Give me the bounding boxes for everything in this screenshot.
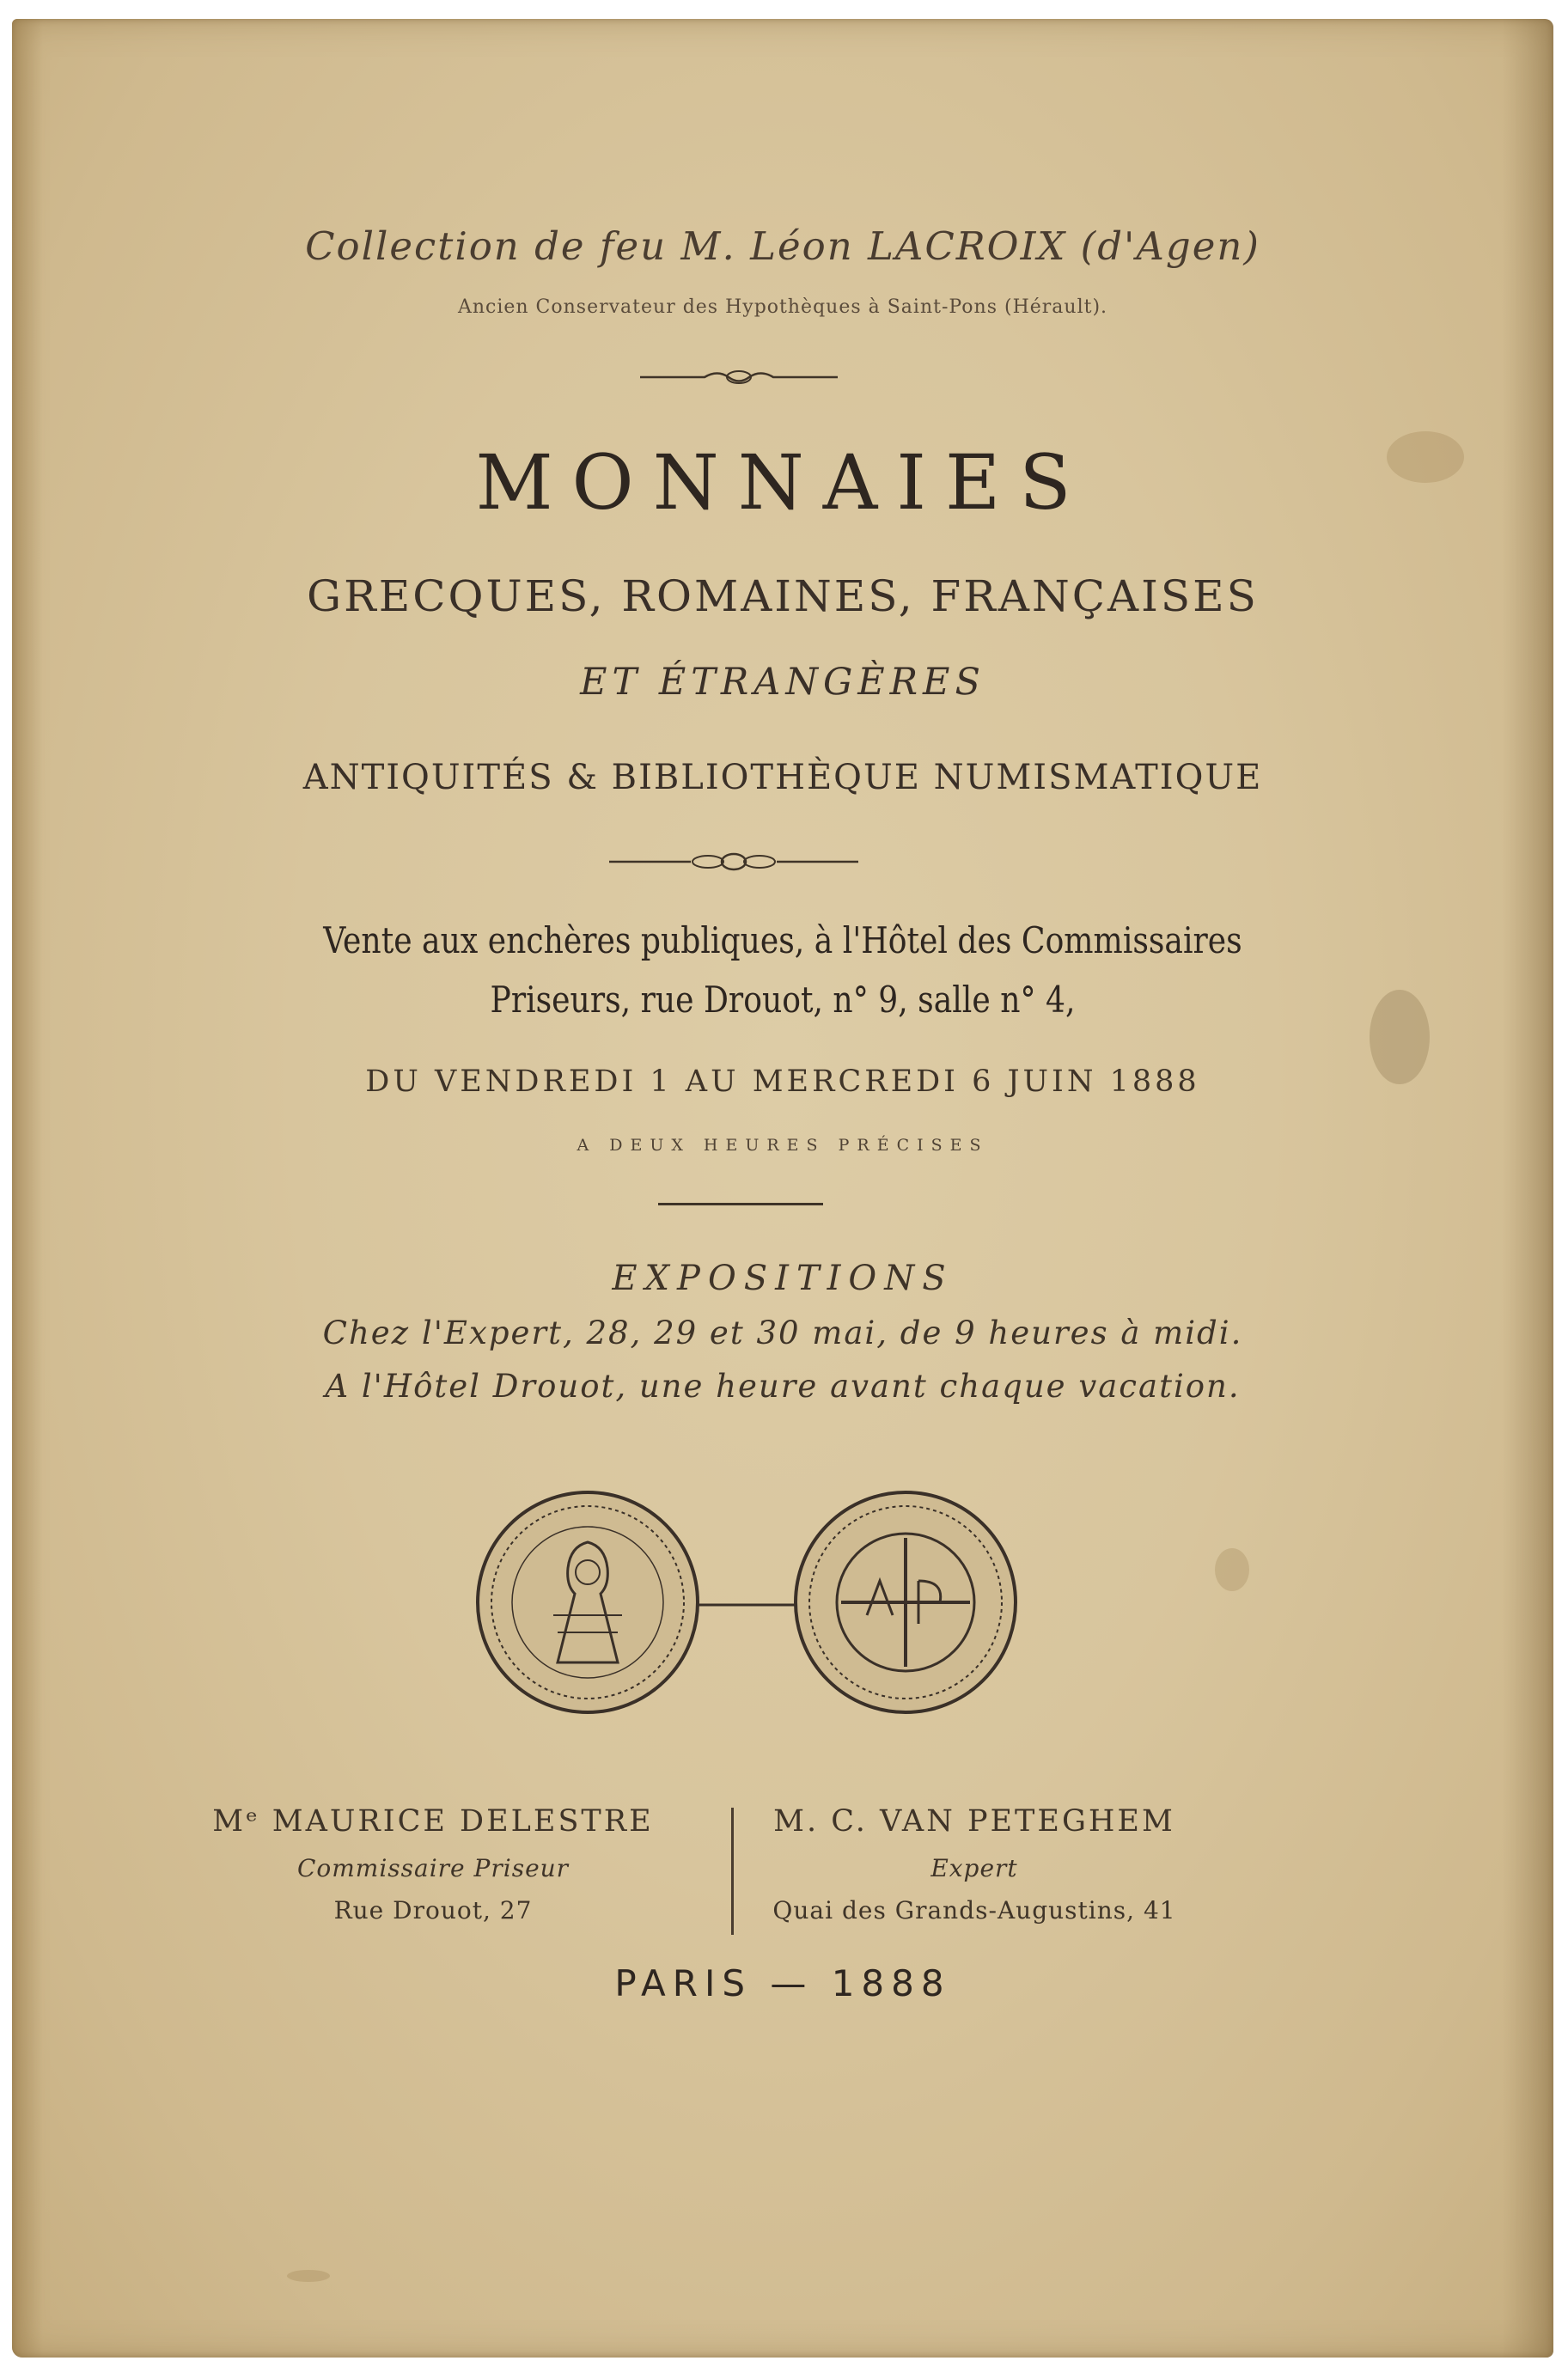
auctioneer-block — [175, 1804, 691, 1925]
former-title: Ancien Conservateur des Hypothèques à Saint-Pons (Hérault). — [457, 296, 1108, 318]
exhibitions-heading: EXPOSITIONS — [612, 1259, 954, 1298]
sale-time: A DEUX HEURES PRÉCISES — [577, 1136, 989, 1155]
auctioneer-address: Rue Drouot, 27 — [333, 1896, 533, 1925]
auctioneer-name: Mᵉ MAURICE DELESTRE — [212, 1804, 654, 1839]
imprint: PARIS — 1888 — [614, 1962, 951, 2004]
expert-block — [717, 1804, 1232, 1925]
sale-dates: DU VENDREDI 1 AU MERCREDI 6 JUIN 1888 — [365, 1064, 1200, 1099]
coin-obverse — [478, 1492, 698, 1712]
catalogue-title: MONNAIES — [475, 438, 1090, 527]
flourish-ornament — [636, 364, 842, 390]
expert-role: Expert — [930, 1854, 1018, 1882]
subtitle-line-1: GRECQUES, ROMAINES, FRANÇAISES — [307, 571, 1259, 621]
collection-heading: Collection de feu M. Léon LACROIX (d'Agen) — [305, 223, 1260, 269]
catalogue-cover — [12, 19, 1553, 2358]
coin-reverse — [796, 1492, 1016, 1712]
auctioneer-role: Commissaire Priseur — [296, 1854, 570, 1882]
sale-line-1: Vente aux enchères publiques, à l'Hôtel des Commissaires — [323, 919, 1242, 961]
subtitle-line-2: ET ÉTRANGÈRES — [580, 661, 985, 704]
coin-illustration — [472, 1486, 1022, 1718]
exhibition-line-1: Chez l'Expert, 28, 29 et 30 mai, de 9 heures à midi. — [322, 1315, 1243, 1351]
horizontal-rule — [658, 1203, 823, 1205]
scroll-ornament — [605, 849, 863, 875]
cover-content — [12, 19, 1553, 2358]
expert-name: M. C. VAN PETEGHEM — [773, 1804, 1175, 1839]
sale-line-2: Priseurs, rue Drouot, n° 9, salle n° 4, — [490, 979, 1076, 1021]
expert-address: Quai des Grands-Augustins, 41 — [772, 1896, 1176, 1925]
subtitle-line-3: ANTIQUITÉS & BIBLIOTHÈQUE NUMISMATIQUE — [302, 758, 1263, 797]
exhibition-line-2: A l'Hôtel Drouot, une heure avant chaque vacation. — [325, 1368, 1241, 1405]
